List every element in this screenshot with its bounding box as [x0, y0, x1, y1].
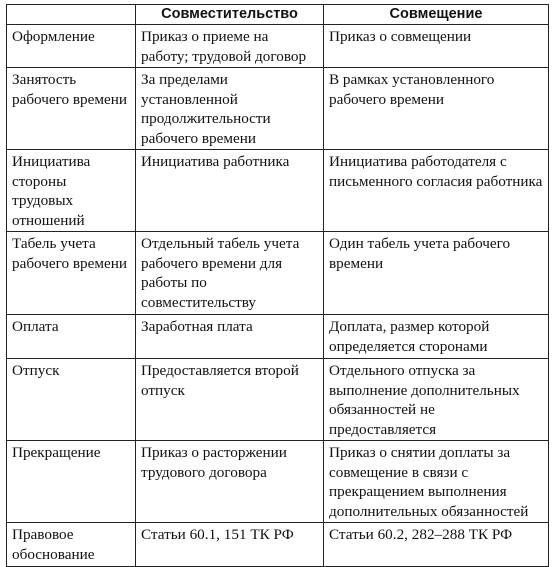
merging-cell: Приказ о снятии доплаты за совмещение в связи с прекращением выполнения дополнительных обязанностей — [324, 441, 549, 523]
merging-cell: Приказ о совмещении — [324, 25, 549, 68]
table-row — [7, 68, 549, 150]
row-label: Оплата — [7, 315, 136, 359]
merging-cell: Отдельного отпуска за выполнение дополнительных обязанностей не предоставляется — [324, 359, 549, 441]
combination-cell: Инициатива работника — [136, 150, 324, 232]
combination-cell: Статьи 60.1, 151 ТК РФ — [136, 523, 324, 567]
table-row — [7, 150, 549, 232]
table-row — [7, 232, 549, 315]
merging-cell: Инициатива работодателя с письменного согласия работника — [324, 150, 549, 232]
row-label: Оформление — [7, 25, 136, 68]
header-combination: Совместительство — [136, 5, 324, 25]
row-label: Отпуск — [7, 359, 136, 441]
combination-cell: Приказ о приеме на работу; трудовой договор — [136, 25, 324, 68]
combination-cell: За пределами установленной продолжительности рабочего времени — [136, 68, 324, 150]
comparison-table — [6, 4, 549, 567]
merging-cell: Статьи 60.2, 282–288 ТК РФ — [324, 523, 549, 567]
combination-cell: Отдельный табель учета рабочего времени для работы по совместительству — [136, 232, 324, 315]
table-row — [7, 359, 549, 441]
table-row — [7, 441, 549, 523]
combination-cell: Заработная плата — [136, 315, 324, 359]
header-row — [7, 5, 549, 25]
row-label: Инициатива стороны трудовых отношений — [7, 150, 136, 232]
combination-cell: Приказ о расторжении трудового договора — [136, 441, 324, 523]
row-label: Прекращение — [7, 441, 136, 523]
table-row — [7, 523, 549, 567]
header-empty — [7, 5, 136, 25]
header-merging: Совмещение — [324, 5, 549, 25]
merging-cell: В рамках установленного рабочего времени — [324, 68, 549, 150]
table-row — [7, 25, 549, 68]
row-label: Табель учета рабочего времени — [7, 232, 136, 315]
row-label: Занятость рабочего времени — [7, 68, 136, 150]
row-label: Правовое обоснование — [7, 523, 136, 567]
combination-cell: Предоставляется второй отпуск — [136, 359, 324, 441]
merging-cell: Доплата, размер которой определяется сторонами — [324, 315, 549, 359]
merging-cell: Один табель учета рабочего времени — [324, 232, 549, 315]
table-row — [7, 315, 549, 359]
